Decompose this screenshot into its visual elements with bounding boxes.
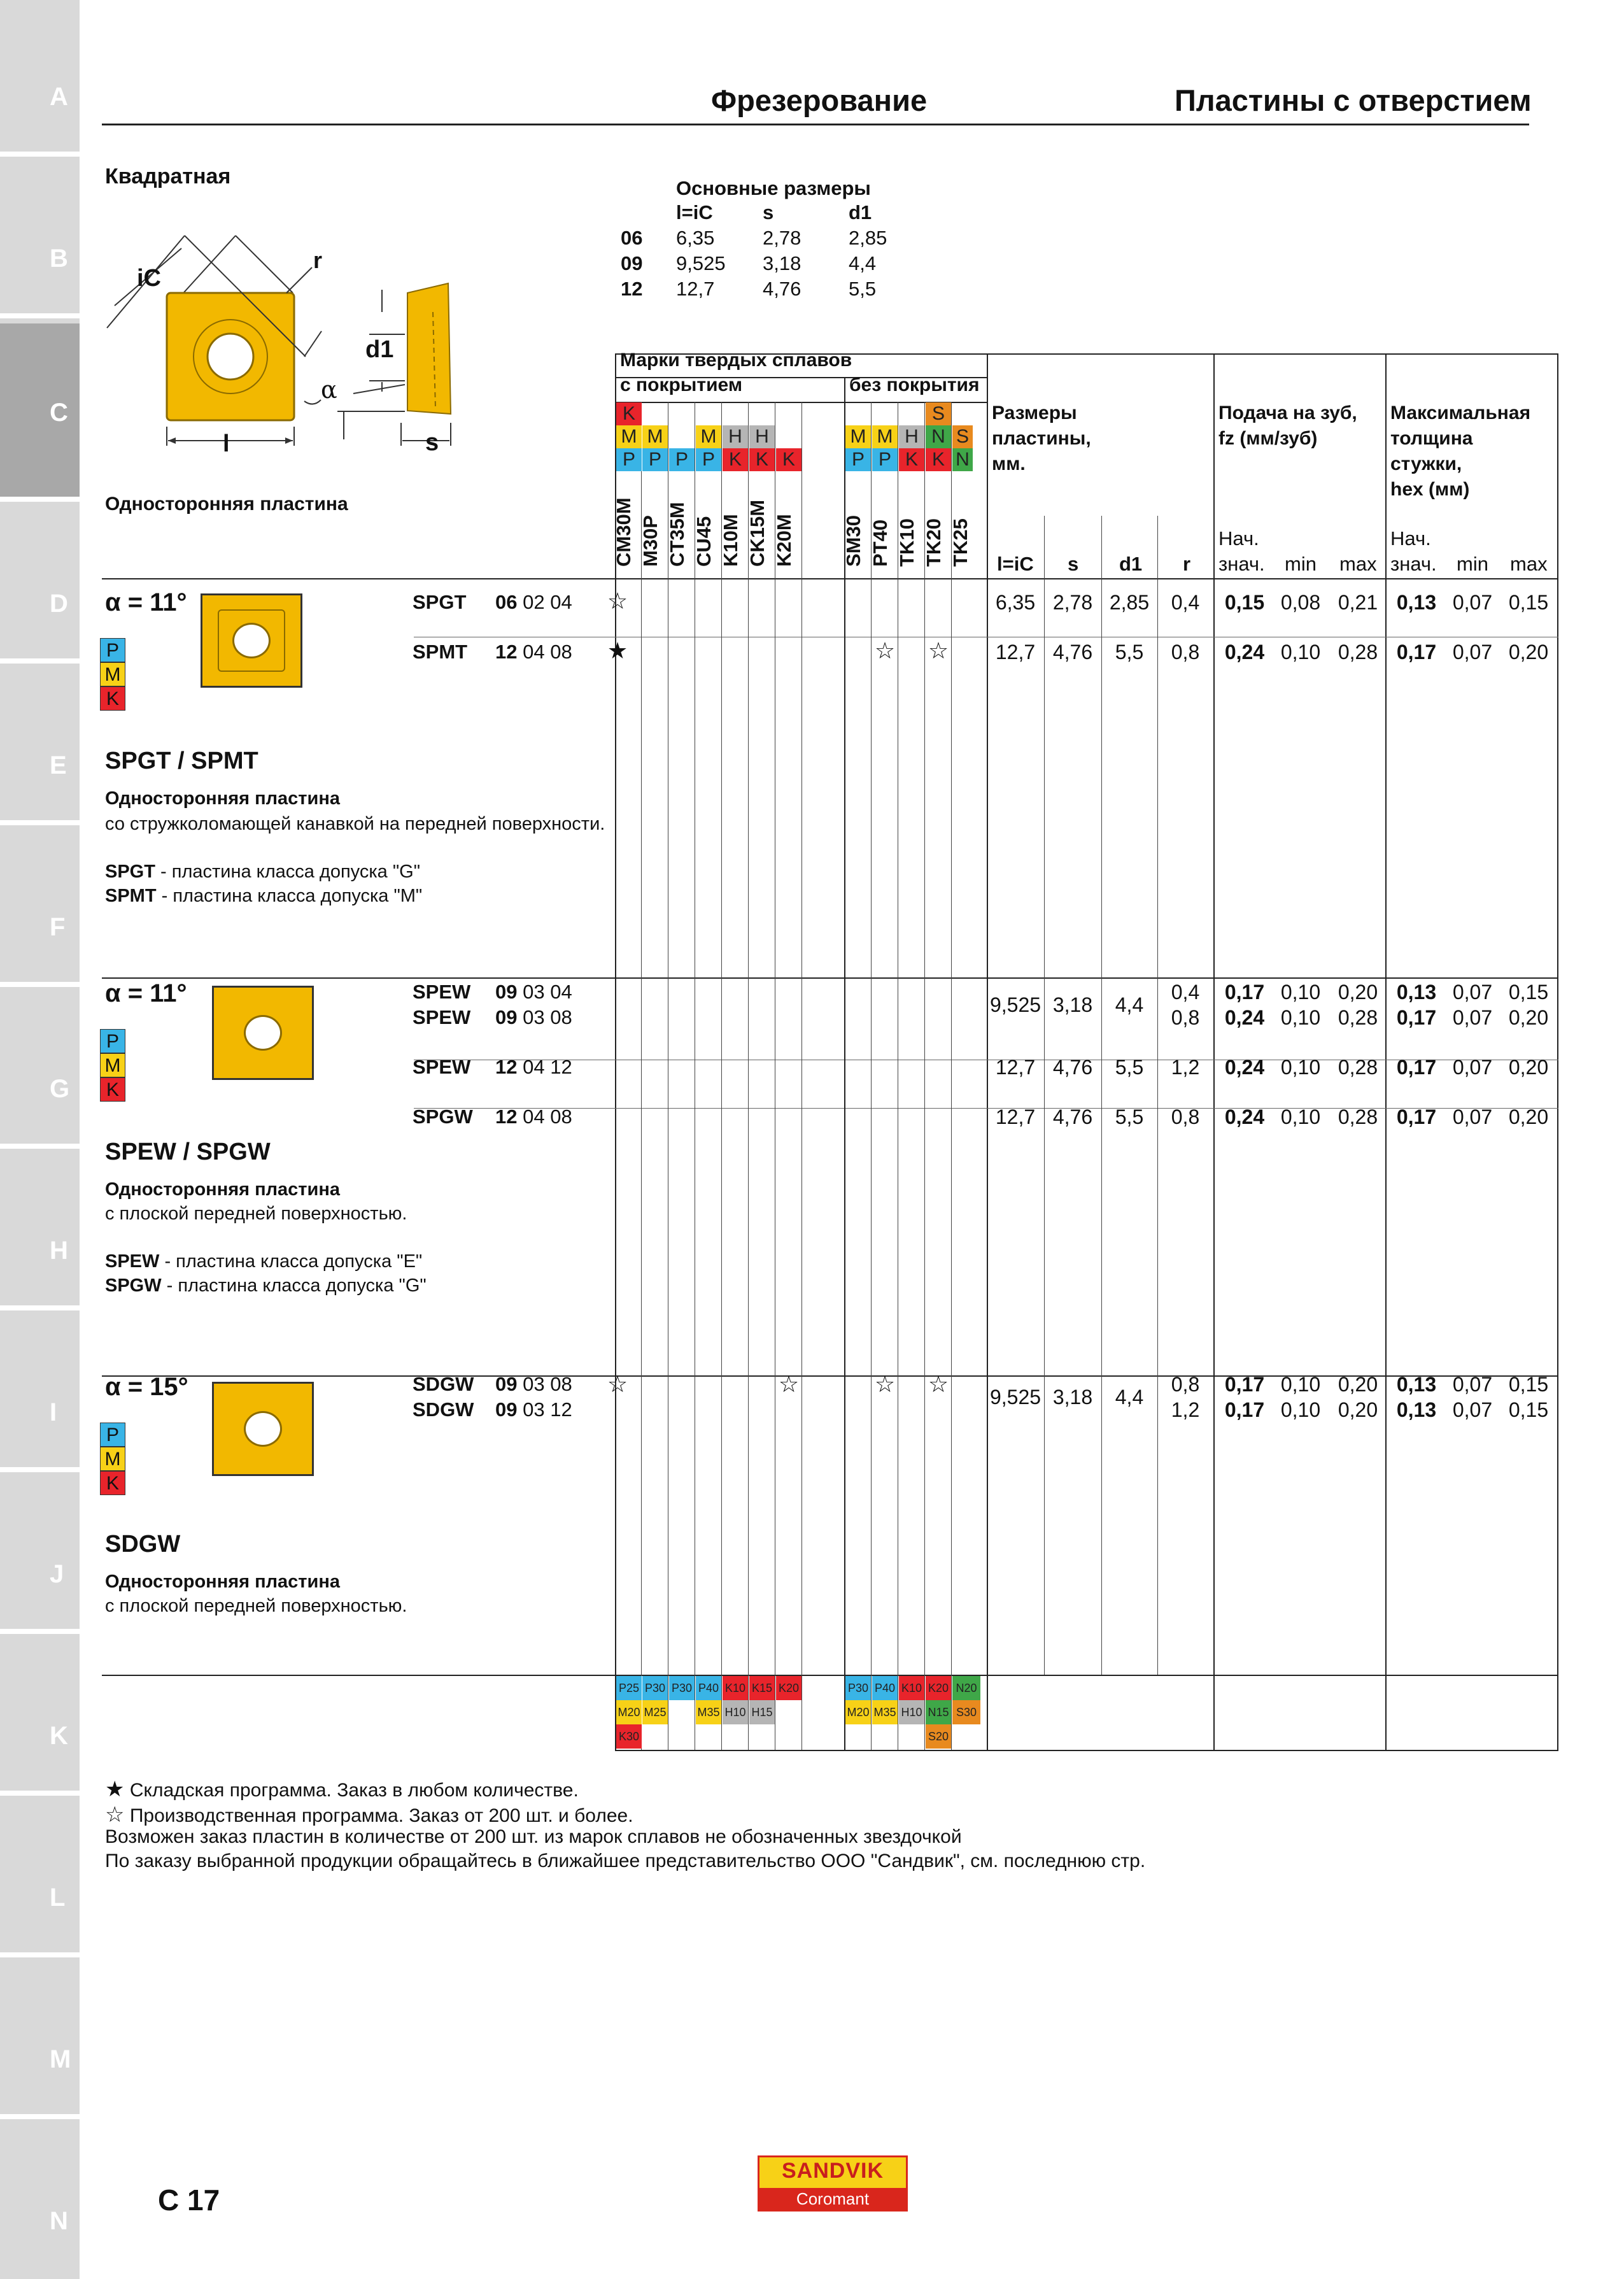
diagram-ic-label: iC (137, 265, 161, 292)
start-value-label: Нач. (1218, 527, 1259, 550)
iso-k-cell: K (749, 448, 775, 471)
basic-size-value: 6,35 (676, 227, 715, 249)
iso-k-badge: K (100, 686, 125, 711)
iso-p-cell: P (669, 448, 695, 471)
sidebar-tab-g[interactable]: G (0, 992, 80, 1149)
col-r-label: r (1183, 553, 1191, 575)
insert-type: SDGW (413, 1398, 474, 1421)
iso-p-cell: P (845, 448, 871, 471)
iso-m-cell: M (616, 425, 642, 448)
hex-header: Максимальная (1390, 402, 1531, 423)
basic-size-code: 12 (621, 278, 643, 300)
hex-header-3: стужки, (1390, 453, 1462, 474)
group-note-1: SPGT - пластина класса допуска "G" (105, 862, 421, 882)
iso-k-badge: K (100, 1077, 125, 1102)
legend-note: Возможен заказ пластин в количестве от 200 шт. из марок сплавов не обозначенных звездочкой (105, 1826, 962, 1847)
iso-m-cell: M (845, 425, 871, 448)
sizes-header-2: пластины, (992, 428, 1091, 449)
iso-m-cell: M (696, 425, 721, 448)
clearance-angle: α = 15° (105, 1373, 188, 1401)
grade-name: CM30M (612, 497, 635, 567)
grade-name: CU45 (693, 516, 715, 567)
grades-header: Марки твердых сплавов (620, 350, 852, 371)
iso-k-badge: K (100, 1471, 125, 1495)
insert-type: SPEW (413, 981, 471, 1003)
insert-icon (212, 1382, 314, 1476)
basic-sizes-col-d1: d1 (849, 201, 872, 224)
iso-h-cell: H (749, 425, 775, 448)
legend-contact: По заказу выбранной продукции обращайтесь в ближайшее представительство ООО "Сандвик", см. последнюю стр. (105, 1850, 1146, 1871)
insert-icon (212, 986, 314, 1080)
group-name: SDGW (105, 1531, 181, 1558)
iso-k-cell: K (723, 448, 748, 471)
start-value-label: Нач. (1390, 527, 1431, 550)
max-label: max (1339, 553, 1377, 575)
iso-k-cell: K (926, 448, 951, 471)
col-s-label: s (1068, 553, 1079, 575)
production-star: ☆ (874, 1371, 896, 1397)
sizes-header: Размеры (992, 402, 1077, 423)
iso-p-badge: P (100, 1423, 125, 1447)
group-note-2: SPMT - пластина класса допуска "M" (105, 886, 423, 906)
iso-m-badge: M (100, 1053, 125, 1077)
header-category: Фрезерование (711, 83, 928, 117)
sidebar-tab-i[interactable]: I (0, 1316, 80, 1472)
iso-s-cell: S (926, 402, 951, 425)
uncoated-header: без покрытия (849, 374, 980, 395)
production-star: ☆ (607, 588, 628, 614)
basic-size-code: 09 (621, 252, 643, 274)
min-label: min (1457, 553, 1488, 575)
iso-n-cell: N (926, 425, 951, 448)
basic-size-value: 9,525 (676, 252, 726, 274)
diagram-l-label: l (223, 430, 230, 457)
basic-size-value: 2,78 (763, 227, 801, 249)
iso-h-cell: H (899, 425, 924, 448)
group-desc-2: со стружколомающей канавкой на передней поверхности. (105, 814, 605, 834)
grade-name: TK25 (949, 518, 971, 567)
iso-m-cell: M (872, 425, 898, 448)
group-desc-1: Односторонняя пластина (105, 1572, 340, 1592)
sidebar-tab-h[interactable]: H (0, 1154, 80, 1310)
legend-stock: ★ Складская программа. Заказ в любом количестве. (105, 1777, 579, 1801)
basic-size-value: 5,5 (849, 278, 877, 300)
sidebar-tab-k[interactable]: K (0, 1639, 80, 1796)
start-value-label: знач. (1390, 553, 1437, 575)
feed-header-2: fz (мм/зуб) (1218, 428, 1318, 449)
grade-name: TK10 (896, 518, 918, 567)
basic-size-value: 12,7 (676, 278, 715, 300)
section-title: Квадратная (105, 164, 231, 188)
iso-s-cell: S (952, 425, 973, 448)
coated-header: с покрытием (620, 374, 743, 395)
iso-p-badge: P (100, 638, 125, 662)
iso-k-cell: K (776, 448, 801, 471)
diagram-r-label: r (313, 247, 323, 273)
group-desc-2: с плоской передней поверхностью. (105, 1203, 407, 1224)
sidebar-tab-f[interactable]: F (0, 830, 80, 987)
group-desc-1: Односторонняя пластина (105, 788, 340, 809)
iso-p-cell: P (616, 448, 642, 471)
insert-type: SPGW (413, 1105, 473, 1128)
grade-name: CT35M (666, 502, 688, 567)
iso-k-cell: K (899, 448, 924, 471)
iso-m-badge: M (100, 662, 125, 686)
grade-name: SM30 (842, 515, 865, 567)
sidebar-tab-b[interactable]: B (0, 162, 80, 318)
sandvik-logo: SANDVIK Coromant (758, 2155, 908, 2212)
grade-name: M30P (639, 515, 661, 567)
iso-m-badge: M (100, 1447, 125, 1471)
basic-size-value: 4,76 (763, 278, 801, 300)
sidebar-tab-d[interactable]: D (0, 507, 80, 664)
production-star: ☆ (928, 1371, 949, 1397)
production-star: ☆ (778, 1371, 800, 1397)
col-lic-label: l=iC (997, 553, 1034, 575)
clearance-angle: α = 11° (105, 979, 187, 1007)
production-star: ☆ (874, 637, 896, 664)
insert-type: SPEW (413, 1056, 471, 1078)
diagram-d1-label: d1 (365, 336, 394, 363)
iso-p-badge: P (100, 1029, 125, 1053)
diagram-alpha-label: α (321, 376, 337, 404)
sizes-header-3: мм. (992, 453, 1026, 474)
iso-h-cell: H (723, 425, 748, 448)
group-name: SPGT / SPMT (105, 748, 258, 774)
grade-name: PT40 (869, 519, 891, 567)
legend-production: ☆ Производственная программа. Заказ от 200 шт. и более. (105, 1803, 633, 1827)
insert-type: SPGT (413, 591, 467, 613)
group-desc-2: с плоской передней поверхностью. (105, 1596, 407, 1616)
group-note-1: SPEW - пластина класса допуска "E" (105, 1251, 423, 1272)
basic-sizes-col-lic: l=iC (676, 201, 713, 224)
basic-size-value: 2,85 (849, 227, 887, 249)
hex-header-4: hex (мм) (1390, 479, 1470, 500)
sidebar-tab-m[interactable]: M (0, 1963, 80, 2119)
insert-icon (201, 593, 302, 688)
production-star: ☆ (607, 1371, 628, 1397)
iso-n-cell: N (952, 448, 973, 471)
page-number: C 17 (158, 2183, 220, 2217)
clearance-angle: α = 11° (105, 588, 187, 616)
iso-m-cell: M (642, 425, 668, 448)
min-label: min (1285, 553, 1317, 575)
hex-header-2: толщина (1390, 428, 1473, 449)
section-sidebar (0, 0, 80, 2279)
feed-header: Подача на зуб, (1218, 402, 1357, 423)
sidebar-tab-l[interactable]: L (0, 1801, 80, 1957)
grade-name: K20M (773, 514, 795, 567)
sidebar-tab-j[interactable]: J (0, 1477, 80, 1634)
basic-sizes-col-s: s (763, 201, 774, 224)
insert-type: SDGW (413, 1373, 474, 1395)
header-title: Пластины с отверстием (1175, 83, 1532, 117)
section-subtitle: Односторонняя пластина (105, 493, 348, 515)
sidebar-tab-e[interactable]: E (0, 669, 80, 825)
start-value-label: знач. (1218, 553, 1265, 575)
basic-size-value: 3,18 (763, 252, 801, 274)
header-rule (102, 124, 1529, 125)
insert-type: SPMT (413, 641, 468, 663)
iso-k-cell: K (616, 402, 642, 425)
insert-type: SPEW (413, 1006, 471, 1028)
iso-p-cell: P (642, 448, 668, 471)
sidebar-tab-c[interactable]: C (0, 323, 80, 502)
diagram-s-label: s (425, 429, 439, 456)
grade-name: K10M (719, 514, 742, 567)
iso-p-cell: P (872, 448, 898, 471)
basic-size-value: 4,4 (849, 252, 877, 274)
group-note-2: SPGW - пластина класса допуска "G" (105, 1275, 427, 1296)
col-d1-label: d1 (1119, 553, 1143, 575)
production-star: ☆ (928, 637, 949, 664)
group-desc-1: Односторонняя пластина (105, 1179, 340, 1200)
stock-star: ★ (607, 637, 628, 664)
iso-p-cell: P (696, 448, 721, 471)
max-label: max (1510, 553, 1548, 575)
basic-size-code: 06 (621, 227, 643, 249)
catalog-page: A B C D E F G H I J K L M N Фрезерование Пластины с отверстием Квадратная iC r d1 α l s Односторонняя пластина Основные размеры l=iC s d1 06 6,35 2,78 2,85 09 9,525 3,18 4,4 12 12,7 4,76 5,5 Марки твердых сплавов с покрытием без покрытия K M P M P P M P H K H K K M P M P H K S N K S N CM30M M30P CT35M CU45 K10M CK15M K20M SM30 PT40 TK10 TK20 TK25 Размеры пластины, мм. Подача на зуб, fz (мм/зуб) Максимальная толщина стужки, hex (мм) Нач. знач. min max Нач. знач. min max l=iC s d1 r α = 11° P M K SPGT / SPMT Односторонняя пластина со стружколомающей канавкой на передней поверхности. SPGT - пластина класса допуска "G" SPMT - пластина класса допуска "M" SPGT 06 02 04 ☆ 6,35 2,78 2,85 0,4 0,15 0,08 0,21 0,13 0,07 0,15 SPMT 12 04 08 ★ ☆ ☆ 12,7 4,76 5,5 0,8 0,24 0,10 0,28 0,17 0,07 0,20 α = 11° P M K SPEW / SPGW Односторонняя пластина с плоской передней поверхностью. SPEW - пластина класса допуска "E" SPGW - пластина класса допуска "G" SPEW 09 03 04 SPEW 09 03 08 9,525 3,18 4,4 0,4 0,17 0,10 0,20 0,13 0,07 0,15 0,8 0,24 0,10 0,28 0,17 0,07 0,20 SPEW 12 04 12 12,7 4,76 5,5 1,2 0,24 0,10 0,28 0,17 0,07 0,20 SPGW 12 04 08 12,7 4,76 5,5 0,8 0,24 0,10 0,28 0,17 0,07 0,20 α = 15° P M K SDGW Односторонняя пластина с плоской передней поверхностью. SDGW 09 03 08 SDGW 09 03 12 ☆ ☆ ☆ ☆ 9,525 3,18 4,4 0,8 0,17 0,10 0,20 0,13 0,07 0,15 1,2 0,17 0,10 0,20 0,13 0,07 0,15 P25 P30 P30 P40 K10 K15 K20 M20 M25 M35 H10 H15 K30 P30 P40 K10 K20 N20 M20 M35 H10 N15 S30 S20 ★ Складская программа. Заказ в любом количестве. ☆ Производственная программа. Заказ от 200 шт. и более. Возможен заказ пластин в количестве от 200 шт. из марок сплавов не обозначенных звездочкой По заказу выбранной продукции обращайтесь в ближайшее представительство ООО "Сандвик", см. последнюю стр. C 17 SANDVIK Coromant (0, 0, 1624, 2279)
sidebar-tab-a[interactable]: A (0, 0, 80, 157)
group-name: SPEW / SPGW (105, 1139, 271, 1165)
grade-name: TK20 (922, 518, 945, 567)
grade-name: CK15M (746, 499, 768, 567)
sidebar-tab-n[interactable]: N (0, 2124, 80, 2279)
basic-sizes-title: Основные размеры (676, 177, 871, 199)
